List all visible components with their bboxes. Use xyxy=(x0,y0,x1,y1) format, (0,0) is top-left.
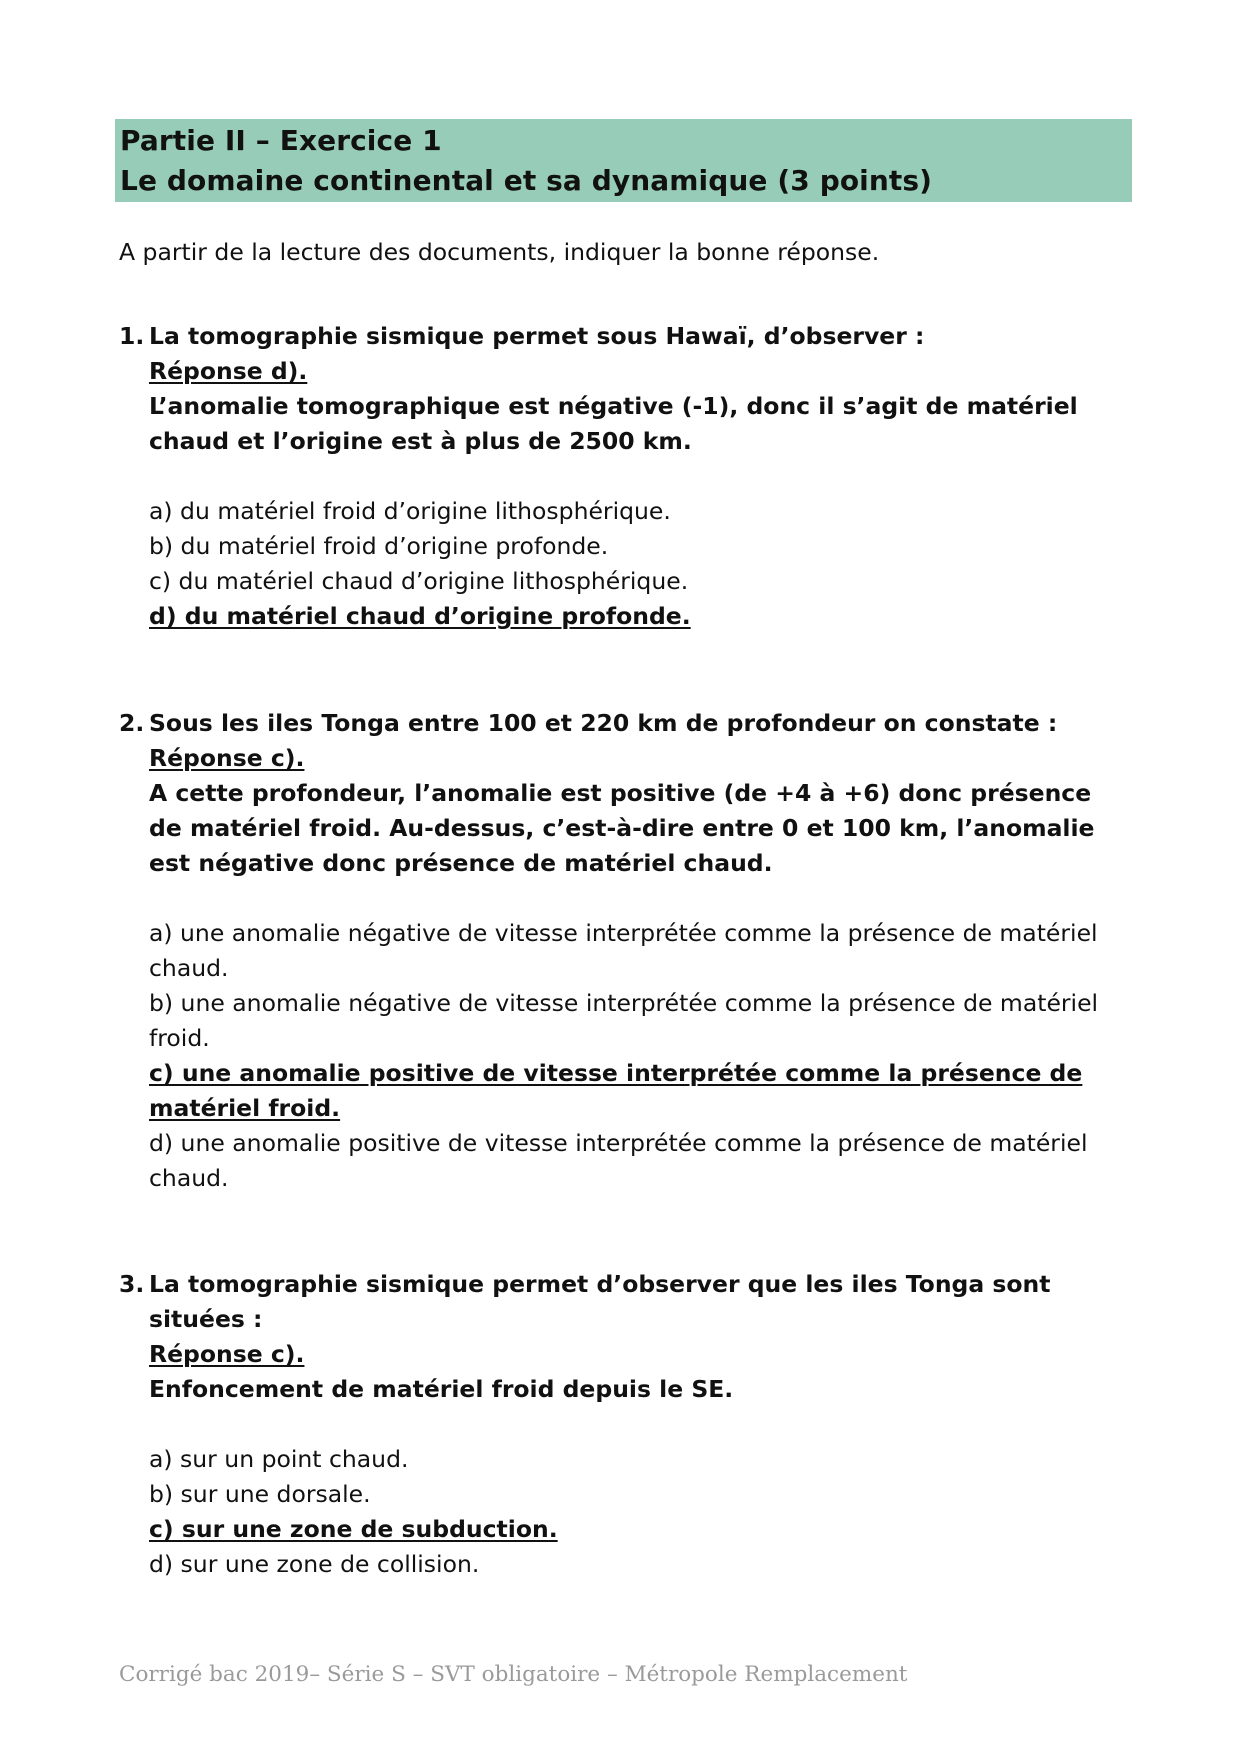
question-1 xyxy=(119,319,1129,634)
option-b: b) du matériel froid d’origine profonde. xyxy=(149,532,609,560)
option-a: a) du matériel froid d’origine lithosphérique. xyxy=(149,497,671,525)
option-c-correct: c) sur une zone de subduction. xyxy=(149,1515,558,1543)
answer-label: Réponse d). xyxy=(149,357,308,385)
question-3 xyxy=(119,1267,1129,1582)
answer-explanation: A cette profondeur, l’anomalie est positive (de +4 à +6) donc présence de matériel froid. Au-dessus, c’est-à-dire entre 0 et 100 km, l’anomalie est négative donc présence de matériel chaud. xyxy=(149,779,1095,877)
option-a: a) une anomalie négative de vitesse interprétée comme la présence de matériel chaud. xyxy=(149,919,1098,982)
question-prompt: La tomographie sismique permet sous Hawaï, d’observer : xyxy=(149,322,925,350)
header-subtitle: Le domaine continental et sa dynamique (3 points) xyxy=(120,164,933,197)
question-number: 3. xyxy=(119,1270,145,1298)
question-prompt: La tomographie sismique permet d’observer que les iles Tonga sont situées : xyxy=(149,1270,1051,1333)
page-footer: Corrigé bac 2019– Série S – SVT obligatoire – Métropole Remplacement xyxy=(119,1662,908,1687)
option-d: d) sur une zone de collision. xyxy=(149,1550,480,1578)
exercise-header xyxy=(115,119,1132,202)
option-d: d) une anomalie positive de vitesse interprétée comme la présence de matériel chaud. xyxy=(149,1129,1088,1192)
answer-explanation: Enfoncement de matériel froid depuis le SE. xyxy=(149,1375,734,1403)
answer-explanation: L’anomalie tomographique est négative (-1), donc il s’agit de matériel chaud et l’origine est à plus de 2500 km. xyxy=(149,392,1078,455)
option-c-correct: c) une anomalie positive de vitesse interprétée comme la présence de matériel froid. xyxy=(149,1059,1083,1122)
option-c: c) du matériel chaud d’origine lithosphérique. xyxy=(149,567,689,595)
option-b: b) une anomalie négative de vitesse interprétée comme la présence de matériel froid. xyxy=(149,989,1099,1052)
answer-label: Réponse c). xyxy=(149,744,305,772)
option-b: b) sur une dorsale. xyxy=(149,1480,371,1508)
header-title: Partie II – Exercice 1 xyxy=(120,124,442,157)
question-number: 1. xyxy=(119,322,145,350)
option-a: a) sur un point chaud. xyxy=(149,1445,409,1473)
option-d-correct: d) du matériel chaud d’origine profonde. xyxy=(149,602,691,630)
question-2 xyxy=(119,706,1129,1196)
answer-label: Réponse c). xyxy=(149,1340,305,1368)
intro-text: A partir de la lecture des documents, indiquer la bonne réponse. xyxy=(119,238,880,266)
question-number: 2. xyxy=(119,709,145,737)
question-prompt: Sous les iles Tonga entre 100 et 220 km de profondeur on constate : xyxy=(149,709,1058,737)
